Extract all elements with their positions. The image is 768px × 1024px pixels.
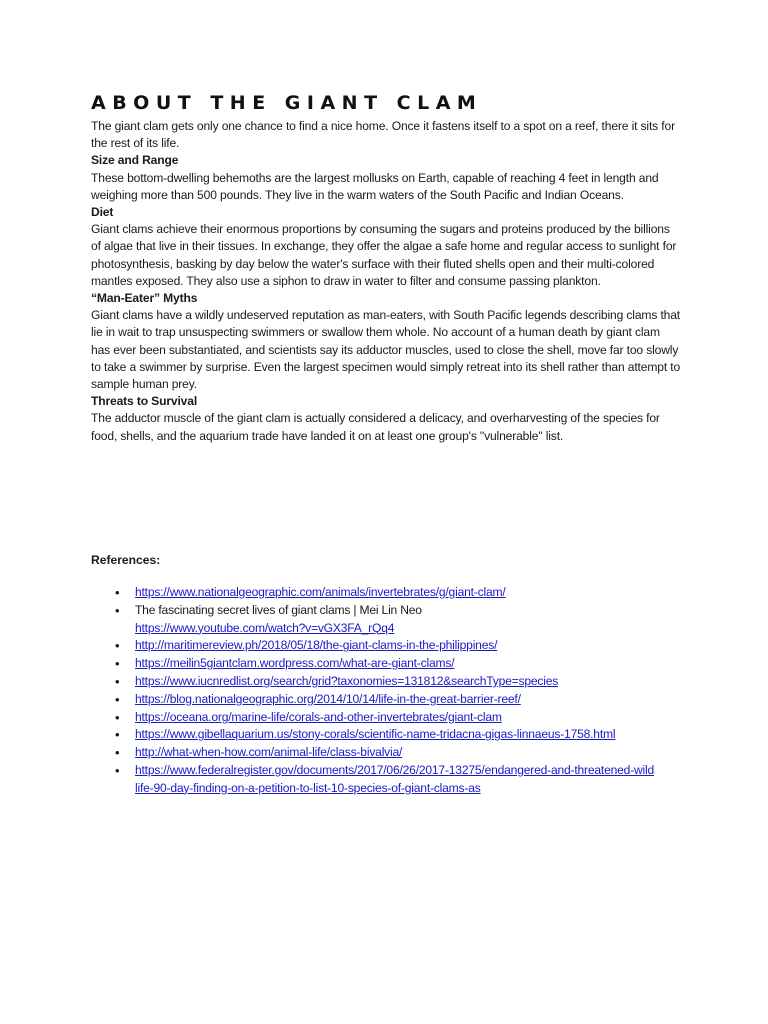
reference-item (113, 744, 713, 762)
reference-item (113, 602, 713, 638)
reference-title: The fascinating secret lives of giant clams | Mei Lin Neo (135, 602, 422, 617)
reference-item (113, 691, 713, 709)
reference-link[interactable]: http://what-when-how.com/animal-life/class-bivalvia/ (135, 745, 403, 760)
bullet-icon: • (115, 673, 120, 689)
reference-item (113, 655, 713, 673)
section-text-size-range: These bottom-dwelling behemoths are the largest mollusks on Earth, capable of reaching 4 feet in length and weighing more than 500 pounds. They live in the warm waters of the South Pacific and Indian Oceans. (91, 170, 659, 202)
section-heading-size-range: Size and Range (91, 153, 179, 168)
reference-item (113, 673, 713, 691)
reference-item (113, 726, 713, 744)
bullet-icon: • (115, 656, 120, 672)
reference-link[interactable]: https://www.youtube.com/watch?v=vGX3FA_rQq4 (135, 620, 395, 635)
section-heading-myths: “Man-Eater” Myths (91, 291, 198, 306)
bullet-icon: • (115, 585, 120, 600)
reference-item (113, 762, 655, 798)
bullet-icon: • (115, 727, 120, 743)
section-text-diet: Giant clams achieve their enormous proportions by consuming the sugars and proteins produced by the billions of algae that live in their tissues. In exchange, they offer the algae a safe home and regular access to sunlight for photosynthesis, basking by day below the water's surface with their fluted shells open and their multi-colored mantles exposed. They also use a siphon to draw in water to filter and consume passing plankton. (91, 222, 677, 288)
references-list (113, 584, 713, 798)
reference-link[interactable]: https://www.gibellaquarium.us/stony-corals/scientific-name-tridacna-gigas-linnaeus-1758.html (135, 727, 616, 742)
bullet-icon: • (115, 762, 120, 778)
bullet-icon: • (115, 602, 120, 618)
reference-link[interactable]: https://www.nationalgeographic.com/animals/invertebrates/g/giant-clam/ (135, 585, 506, 599)
section-text-myths: Giant clams have a wildly undeserved reputation as man-eaters, with South Pacific legends describing clams that lie in wait to trap unsuspecting swimmers or swallow them whole. No account of a human death by giant clam has ever been substantiated, and scientists say its adductor muscles, used to close the shell, move far too slowly to take a swimmer by surprise. Even the largest specimen would simply retreat into its shell rather than attempt to sample human prey. (91, 308, 681, 392)
reference-link[interactable]: http://maritimereview.ph/2018/05/18/the-giant-clams-in-the-philippines/ (135, 638, 498, 653)
intro-paragraph: The giant clam gets only one chance to find a nice home. Once it fastens itself to a spot on a reef, there it sits for the rest of its life. (91, 119, 675, 151)
reference-link[interactable]: https://www.iucnredlist.org/search/grid?taxonomies=131812&searchType=species (135, 673, 559, 688)
bullet-icon: • (115, 745, 120, 761)
reference-item (113, 709, 713, 727)
references-label: References: (91, 553, 161, 567)
bullet-icon: • (115, 638, 120, 654)
reference-link[interactable]: https://meilin5giantclam.wordpress.com/what-are-giant-clams/ (135, 656, 455, 671)
document-body (91, 92, 681, 445)
section-heading-threats: Threats to Survival (91, 394, 198, 409)
section-text-threats: The adductor muscle of the giant clam is actually considered a delicacy, and overharvesting of the species for food, shells, and the aquarium trade have landed it on at least one group's "vulnerable" list. (91, 411, 660, 443)
bullet-icon: • (115, 691, 120, 707)
section-heading-diet: Diet (91, 205, 114, 220)
reference-link[interactable]: https://blog.nationalgeographic.org/2014/10/14/life-in-the-great-barrier-reef/ (135, 691, 521, 706)
bullet-icon: • (115, 709, 120, 725)
reference-link[interactable]: https://oceana.org/marine-life/corals-and-other-invertebrates/giant-clam (135, 709, 502, 724)
reference-item (113, 584, 713, 602)
reference-link[interactable]: https://www.federalregister.gov/documents/2017/06/26/2017-13275/endangered-and-threatened-wildlife-90-day-finding-on-a-petition-to-list-10-species-of-giant-clams-as (135, 762, 655, 795)
page-title: ABOUT THE GIANT CLAM (91, 92, 483, 114)
reference-item (113, 637, 713, 655)
